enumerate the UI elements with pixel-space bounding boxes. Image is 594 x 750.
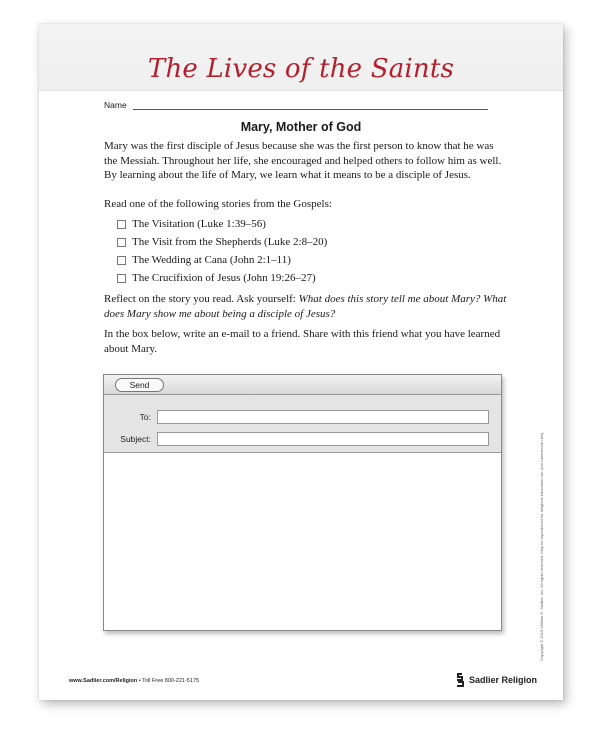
name-label: Name xyxy=(104,100,127,110)
email-body-area[interactable] xyxy=(104,453,501,630)
story-item xyxy=(117,251,327,269)
story-checkbox[interactable] xyxy=(117,238,126,247)
email-header xyxy=(104,375,501,453)
send-button[interactable]: Send xyxy=(115,378,164,392)
story-checkbox[interactable] xyxy=(117,220,126,229)
email-instruction: In the box below, write an e-mail to a friend. Share with this friend what you have learned about Mary. xyxy=(104,328,501,355)
reflect-paragraph xyxy=(104,292,509,321)
story-label: The Visit from the Shepherds (Luke 2:8–20) xyxy=(132,236,328,248)
story-checkbox[interactable] xyxy=(117,256,126,265)
intro-paragraph: Mary was the first disciple of Jesus because she was the first person to know that he was the Messiah. Throughout her life, she encouraged and helped others to follow him as well. By learning about the life of Mary, we learn what it means to be a disciple of Jesus. xyxy=(104,140,502,181)
reflect-prefix: Reflect on the story you read. Ask yourself: xyxy=(104,293,299,305)
footer-phone: Toll Free 800-221-5175 xyxy=(142,678,200,684)
header-banner xyxy=(39,24,563,91)
read-instruction: Read one of the following stories from the Gospels: xyxy=(104,198,332,210)
sadlier-logo-icon xyxy=(455,673,465,687)
story-label: The Crucifixion of Jesus (John 19:26–27) xyxy=(132,272,316,284)
brand-logo xyxy=(455,673,537,687)
story-item xyxy=(117,215,327,233)
subject-field[interactable] xyxy=(157,432,489,446)
footer-separator: • xyxy=(138,678,141,684)
banner-title: The Lives of the Saints xyxy=(147,54,455,84)
name-line[interactable] xyxy=(133,109,488,110)
worksheet-page xyxy=(39,24,563,700)
story-label: The Wedding at Cana (John 2:1–11) xyxy=(132,254,291,266)
copyright-note: Copyright © 2015 William H. Sadlier, Inc. All rights reserved. May be reproduced for religious education use (not commercial use). xyxy=(539,431,544,661)
story-label: The Visitation (Luke 1:39–56) xyxy=(132,218,266,230)
story-checkbox[interactable] xyxy=(117,274,126,283)
subject-label: Subject: xyxy=(120,434,151,444)
send-toolbar xyxy=(104,375,501,395)
page-title: Mary, Mother of God xyxy=(240,120,362,134)
brand-name: Sadlier Religion xyxy=(469,675,538,685)
reflect-question: What does this story tell me about Mary? What does Mary show me about being a disciple of Jesus? xyxy=(104,293,507,320)
email-compose-window xyxy=(103,374,502,631)
to-label: To: xyxy=(139,412,151,422)
story-list xyxy=(117,215,327,287)
footer-contact xyxy=(69,678,199,684)
story-item xyxy=(117,233,327,251)
footer-website: www.Sadlier.com/Religion xyxy=(69,678,138,684)
to-field[interactable] xyxy=(157,410,489,424)
story-item xyxy=(117,269,327,287)
